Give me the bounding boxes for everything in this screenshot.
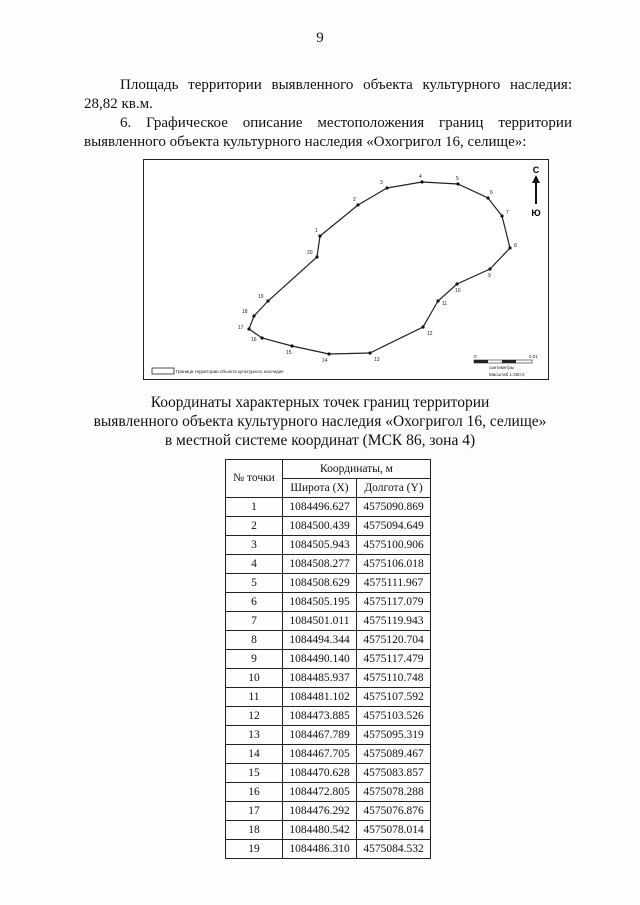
table-row xyxy=(226,612,431,631)
point-number-cell: 18 xyxy=(226,821,283,840)
boundary-point xyxy=(436,299,439,302)
point-number-cell: 5 xyxy=(226,574,283,593)
point-number-cell: 13 xyxy=(226,726,283,745)
boundary-point-label: 14 xyxy=(322,358,328,364)
boundary-point xyxy=(500,214,503,217)
latitude-cell: 1084505.943 xyxy=(283,536,357,555)
boundary-polygon xyxy=(249,182,510,354)
svg-text:Ю: Ю xyxy=(531,208,541,218)
boundary-point xyxy=(486,196,489,199)
point-number-cell: 8 xyxy=(226,631,283,650)
latitude-cell: 1084467.789 xyxy=(283,726,357,745)
point-number-cell: 1 xyxy=(226,498,283,517)
latitude-cell: 1084508.629 xyxy=(283,574,357,593)
boundary-point xyxy=(327,352,330,355)
boundary-point xyxy=(315,255,318,258)
longitude-cell: 4575120.704 xyxy=(357,631,431,650)
latitude-cell: 1084470.628 xyxy=(283,764,357,783)
table-row xyxy=(226,669,431,688)
boundary-point-label: 15 xyxy=(286,350,292,356)
svg-text:Масштаб 1:250,0: Масштаб 1:250,0 xyxy=(489,372,525,377)
longitude-cell: 4575084.532 xyxy=(357,840,431,859)
boundary-point xyxy=(318,234,321,237)
header-longitude: Долгота (Y) xyxy=(357,479,431,498)
area-text: Площадь территории выявленного объекта культурного наследия: 28,82 кв.м. xyxy=(84,77,572,112)
table-row xyxy=(226,688,431,707)
table-row xyxy=(226,574,431,593)
longitude-cell: 4575095.319 xyxy=(357,726,431,745)
description-paragraph xyxy=(84,114,572,152)
boundary-point-label: 2 xyxy=(353,197,356,203)
boundary-point xyxy=(456,182,459,185)
longitude-cell: 4575100.906 xyxy=(357,536,431,555)
header-latitude: Широта (X) xyxy=(283,479,357,498)
table-row xyxy=(226,802,431,821)
table-row xyxy=(226,745,431,764)
boundary-point-label: 7 xyxy=(506,210,509,216)
longitude-cell: 4575078.014 xyxy=(357,821,431,840)
boundary-point xyxy=(368,351,371,354)
longitude-cell: 4575119.943 xyxy=(357,612,431,631)
boundary-map xyxy=(143,159,549,380)
caption-line-1: Координаты характерных точек границ территории xyxy=(150,394,490,411)
description-text: 6. Графическое описание местоположения границ территории выявленного объекта культурного наследия «Охогригол 16, селище»: xyxy=(84,115,572,150)
longitude-cell: 4575094.649 xyxy=(357,517,431,536)
coordinates-table xyxy=(225,459,431,859)
boundary-point xyxy=(488,267,491,270)
longitude-cell: 4575111.967 xyxy=(357,574,431,593)
point-number-cell: 14 xyxy=(226,745,283,764)
table-caption xyxy=(0,393,640,450)
longitude-cell: 4575107.592 xyxy=(357,688,431,707)
boundary-point xyxy=(260,336,263,339)
longitude-cell: 4575103.526 xyxy=(357,707,431,726)
table-row xyxy=(226,783,431,802)
longitude-cell: 4575076.876 xyxy=(357,802,431,821)
boundary-point xyxy=(421,325,424,328)
table-row xyxy=(226,517,431,536)
table-row xyxy=(226,840,431,859)
boundary-point-label: 1 xyxy=(315,228,318,234)
table-row xyxy=(226,821,431,840)
latitude-cell: 1084508.277 xyxy=(283,555,357,574)
boundary-point-label: 17 xyxy=(238,325,244,331)
boundary-point-label: 11 xyxy=(442,301,448,307)
longitude-cell: 4575117.079 xyxy=(357,593,431,612)
latitude-cell: 1084480.542 xyxy=(283,821,357,840)
latitude-cell: 1084490.140 xyxy=(283,650,357,669)
point-number-cell: 19 xyxy=(226,840,283,859)
table-row xyxy=(226,726,431,745)
point-number-cell: 7 xyxy=(226,612,283,631)
scale-bar xyxy=(474,354,538,377)
table-row xyxy=(226,593,431,612)
north-arrow-icon xyxy=(531,165,540,218)
longitude-cell: 4575110.748 xyxy=(357,669,431,688)
latitude-cell: 1084494.344 xyxy=(283,631,357,650)
point-number-cell: 16 xyxy=(226,783,283,802)
point-number-cell: 4 xyxy=(226,555,283,574)
boundary-point xyxy=(455,282,458,285)
table-row xyxy=(226,631,431,650)
boundary-point-label: 16 xyxy=(251,337,257,343)
boundary-point xyxy=(290,344,293,347)
boundary-point-label: 8 xyxy=(514,243,517,249)
point-number-cell: 3 xyxy=(226,536,283,555)
boundary-point-label: 4 xyxy=(419,174,422,180)
map-legend xyxy=(152,368,284,374)
boundary-point xyxy=(356,203,359,206)
table-row xyxy=(226,555,431,574)
boundary-point xyxy=(247,327,250,330)
point-number-cell: 9 xyxy=(226,650,283,669)
boundary-point-label: 18 xyxy=(242,309,248,315)
latitude-cell: 1084501.011 xyxy=(283,612,357,631)
boundary-point-label: 9 xyxy=(488,273,491,279)
latitude-cell: 1084496.627 xyxy=(283,498,357,517)
latitude-cell: 1084500.439 xyxy=(283,517,357,536)
latitude-cell: 1084473.885 xyxy=(283,707,357,726)
boundary-point-label: 12 xyxy=(427,331,433,337)
longitude-cell: 4575090.869 xyxy=(357,498,431,517)
boundary-point xyxy=(508,246,511,249)
boundary-point xyxy=(420,180,423,183)
caption-line-3: в местной системе координат (МСК 86, зона 4) xyxy=(164,432,476,449)
latitude-cell: 1084485.937 xyxy=(283,669,357,688)
header-point-number: № точки xyxy=(226,460,283,498)
point-number-cell: 2 xyxy=(226,517,283,536)
longitude-cell: 4575089.467 xyxy=(357,745,431,764)
caption-line-2: выявленного объекта культурного наследия «Охогригол 16, селище» xyxy=(93,413,547,430)
svg-text:сантиметры: сантиметры xyxy=(489,365,515,370)
boundary-point xyxy=(385,186,388,189)
svg-text:С: С xyxy=(532,165,540,175)
header-coordinates: Координаты, м xyxy=(283,460,431,479)
latitude-cell: 1084486.310 xyxy=(283,840,357,859)
table-row xyxy=(226,764,431,783)
longitude-cell: 4575117.479 xyxy=(357,650,431,669)
latitude-cell: 1084505.195 xyxy=(283,593,357,612)
svg-text:Граница территории объекта кул: Граница территории объекта культурного наследия xyxy=(176,369,284,374)
boundary-point-label: 10 xyxy=(455,288,461,294)
boundary-point-label: 20 xyxy=(307,250,313,256)
point-number-cell: 10 xyxy=(226,669,283,688)
boundary-point-label: 13 xyxy=(374,357,380,363)
table-row xyxy=(226,536,431,555)
latitude-cell: 1084467.705 xyxy=(283,745,357,764)
boundary-point xyxy=(266,299,269,302)
boundary-point-label: 5 xyxy=(456,176,459,182)
boundary-map-svg xyxy=(144,160,548,379)
point-number-cell: 11 xyxy=(226,688,283,707)
longitude-cell: 4575078.288 xyxy=(357,783,431,802)
latitude-cell: 1084476.292 xyxy=(283,802,357,821)
area-paragraph xyxy=(84,76,572,114)
boundary-point-label: 19 xyxy=(258,294,264,300)
svg-text:0: 0 xyxy=(474,354,477,359)
boundary-point-label: 3 xyxy=(380,180,383,186)
latitude-cell: 1084472.805 xyxy=(283,783,357,802)
point-number-cell: 6 xyxy=(226,593,283,612)
point-number-cell: 12 xyxy=(226,707,283,726)
boundary-point-label: 6 xyxy=(490,190,493,196)
boundary-point xyxy=(252,314,255,317)
longitude-cell: 4575106.018 xyxy=(357,555,431,574)
longitude-cell: 4575083.857 xyxy=(357,764,431,783)
svg-text:0,01: 0,01 xyxy=(529,354,538,359)
point-number-cell: 15 xyxy=(226,764,283,783)
latitude-cell: 1084481.102 xyxy=(283,688,357,707)
point-number-cell: 17 xyxy=(226,802,283,821)
table-row xyxy=(226,707,431,726)
page-number: 9 xyxy=(316,30,324,46)
table-row xyxy=(226,650,431,669)
table-row xyxy=(226,498,431,517)
